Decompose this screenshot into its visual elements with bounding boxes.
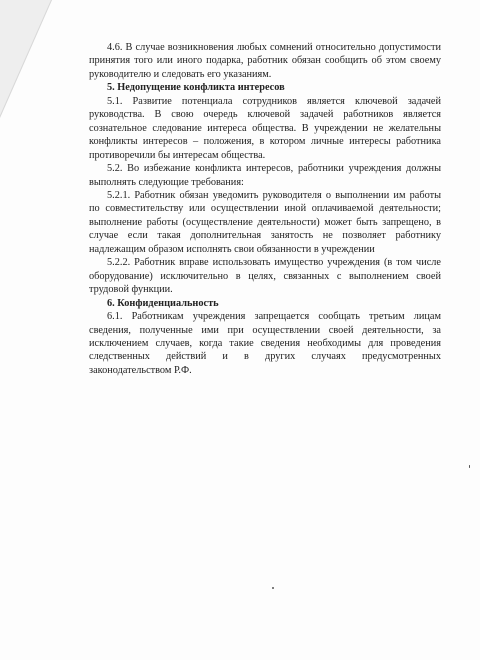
paragraph-5-2-1: 5.2.1. Работник обязан уведомить руководителя о выполнении им работы по совместительству или осуществлении иной оплачиваемой деятельности; выполнение работы (осуществление деятельности) может быть запрещено, в случае если такая дополнительная занятость не позволяет работнику надлежащим образом исполнять свои обязанности в учреждении	[89, 189, 441, 255]
paragraph-5-2: 5.2. Во избежание конфликта интересов, работники учреждения должны выполнять следующие требования:	[89, 163, 441, 188]
paragraph-5-2-2: 5.2.2. Работник вправе использовать имущество учреждения (в том числе оборудование) исключительно в целях, связанных с выполнением своей трудовой функции.	[89, 257, 441, 296]
paragraph-5-1: 5.1. Развитие потенциала сотрудников является ключевой задачей руководства. В свою очередь ключевой задачей работников является сознательное следование интереса общества. В учреждении не желательны конфликты интересов – положения, в котором личные интересы работника противоречили бы интересам общества.	[89, 95, 441, 161]
section-5-heading: 5. Недопущение конфликта интересов	[107, 82, 285, 94]
scan-speck	[469, 465, 470, 468]
scan-speck	[272, 587, 274, 589]
paragraph-4-6: 4.6. В случае возникновения любых сомнений относительно допустимости принятия того или иного подарка, работник обязан сообщить об этом своему руководителю и следовать его указаниям.	[89, 42, 441, 80]
document-body	[89, 41, 441, 377]
section-6-heading: 6. Конфиденциальность	[107, 297, 219, 309]
paragraph-6-1: 6.1. Работникам учреждения запрещается сообщать третьим лицам сведения, полученные ими при осуществлении своей деятельности, за исключением случаев, когда такие сведения необходимы для проведения следственных действий и в других случаях предусмотренных законодательством Р.Ф.	[89, 311, 441, 376]
